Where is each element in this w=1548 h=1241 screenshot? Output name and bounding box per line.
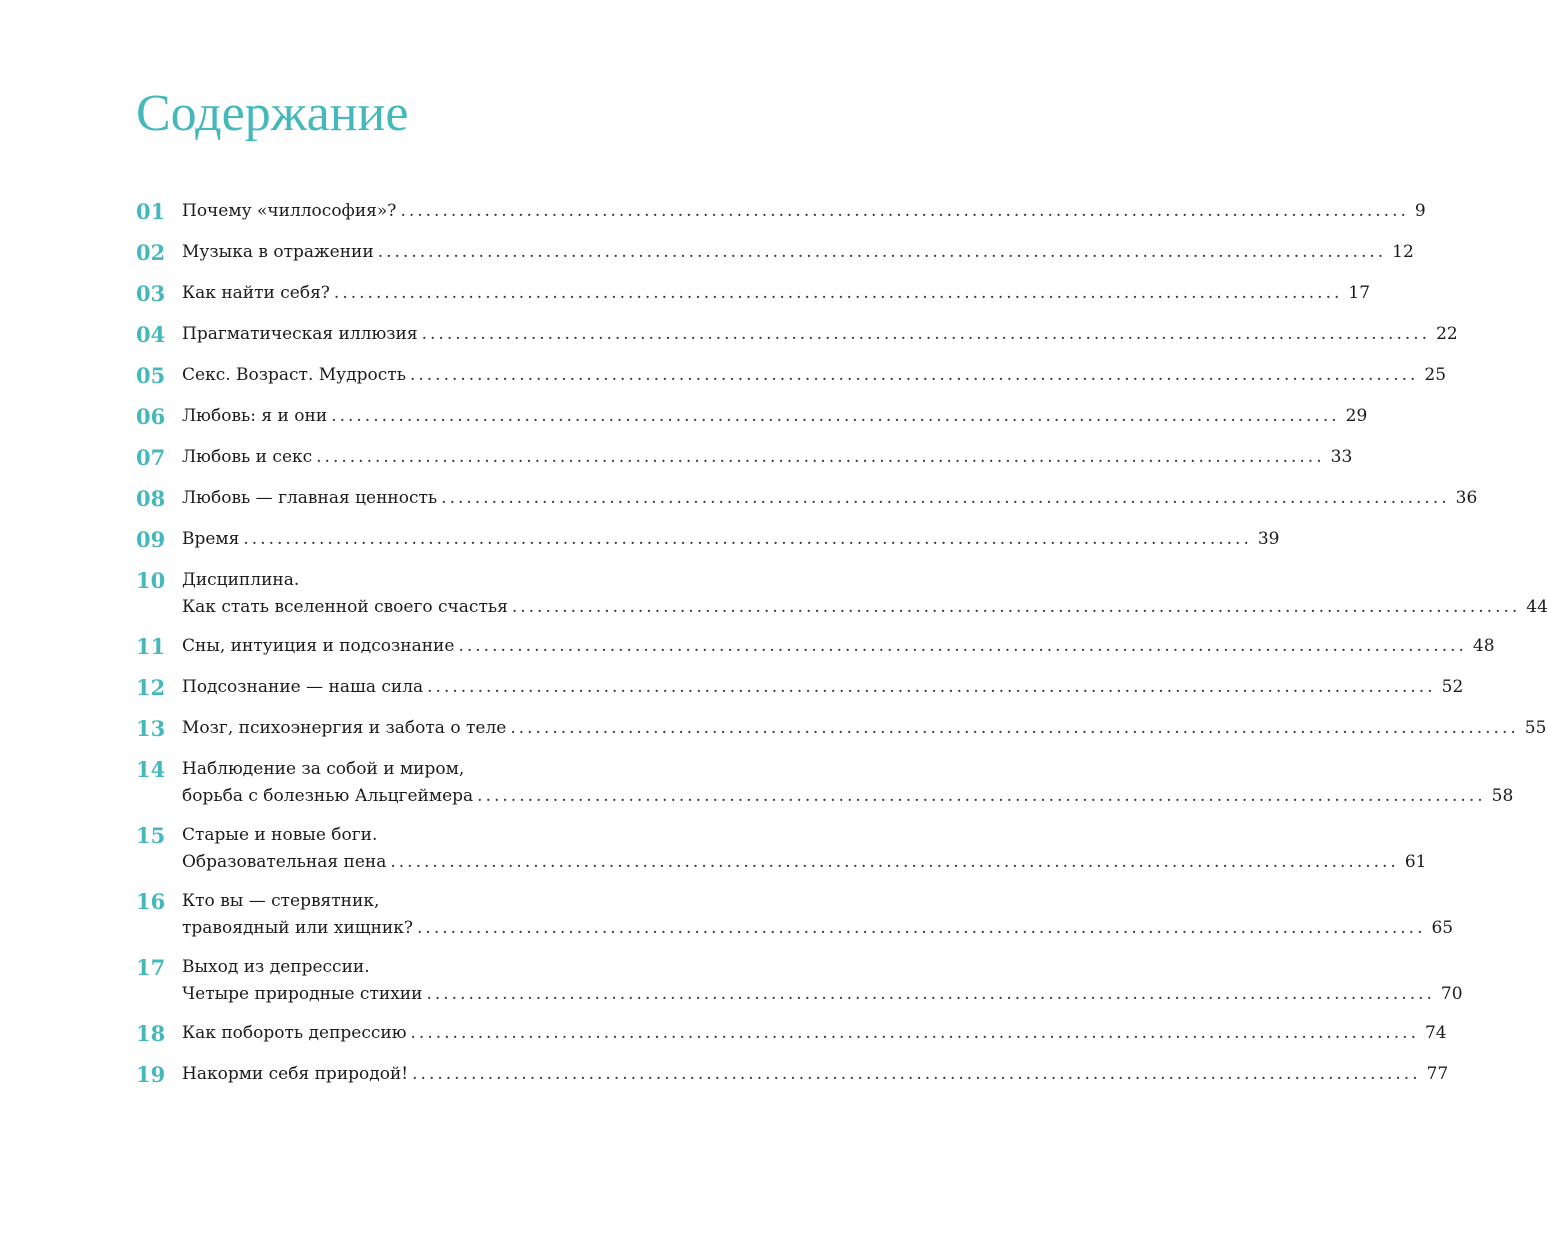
toc-entry-body <box>182 1020 1447 1047</box>
dot-leader: ........................................................................................................................ <box>477 786 1486 806</box>
toc-entry[interactable] <box>136 822 1427 876</box>
toc-entry-title: Музыка в отражении <box>182 242 374 262</box>
toc-entry-body <box>182 715 1547 742</box>
dot-leader: ........................................................................................................................ <box>333 283 1343 303</box>
toc-entry[interactable] <box>136 633 1495 660</box>
toc-entry-body <box>182 239 1414 266</box>
toc-entry-line <box>182 674 1464 701</box>
toc-entry-body <box>182 888 1454 942</box>
toc-entry-line <box>182 981 1463 1008</box>
dot-leader: ........................................................................................................................ <box>316 447 1325 467</box>
toc-entry-number: 05 <box>136 363 166 388</box>
toc-entry-title: Накорми себя природой! <box>182 1064 409 1084</box>
toc-entry-title: борьба с болезнью Альцгеймера <box>182 786 474 806</box>
toc-entry-number: 12 <box>136 675 166 700</box>
toc-entry-title: Подсознание — наша сила <box>182 677 424 697</box>
toc-entry-page-number: 17 <box>1348 283 1371 303</box>
toc-entry-page-number: 77 <box>1426 1064 1449 1084</box>
toc-entry-title: Любовь и секс <box>182 447 313 467</box>
toc-entry-line <box>182 198 1426 225</box>
toc-entry-line <box>182 1061 1449 1088</box>
dot-leader: ........................................................................................................................ <box>412 1064 1421 1084</box>
toc-entry-title: Как стать вселенной своего счастья <box>182 597 508 617</box>
toc-entry-page-number: 29 <box>1345 406 1368 426</box>
dot-leader: ........................................................................................................................ <box>511 597 1521 617</box>
dot-leader: ........................................................................................................................ <box>331 406 1340 426</box>
toc-entry-title-line: Старые и новые боги. <box>182 825 378 845</box>
toc-entry-title: Любовь — главная ценность <box>182 488 438 508</box>
toc-entry[interactable] <box>136 1061 1449 1088</box>
page-title: Содержание <box>136 85 409 142</box>
dot-leader: ........................................................................................................................ <box>400 201 1409 221</box>
toc-entry[interactable] <box>136 1020 1447 1047</box>
dot-leader: ........................................................................................................................ <box>243 529 1252 549</box>
toc-entry-line <box>182 485 1478 512</box>
toc-entry-title: Четыре природные стихии <box>182 984 423 1004</box>
toc-entry-body <box>182 362 1447 389</box>
toc-entry-page-number: 25 <box>1424 365 1447 385</box>
toc-entry-number: 01 <box>136 199 166 224</box>
toc-entry[interactable] <box>136 198 1426 225</box>
toc-entry-number: 15 <box>136 823 166 848</box>
toc-entry-body <box>182 198 1426 225</box>
toc-entry-title-line: Дисциплина. <box>182 570 300 590</box>
toc-entry-number: 10 <box>136 568 166 593</box>
toc-entry-body <box>182 954 1463 1008</box>
toc-entry-line <box>182 362 1447 389</box>
toc-entry-line <box>182 403 1368 430</box>
dot-leader: ........................................................................................................................ <box>409 365 1419 385</box>
dot-leader: ........................................................................................................................ <box>458 636 1467 656</box>
toc-entry-number: 08 <box>136 486 166 511</box>
toc-entry-number: 13 <box>136 716 166 741</box>
toc-entry-body <box>182 403 1368 430</box>
toc-entry[interactable] <box>136 715 1547 742</box>
toc-entry-title: Сны, интуиция и подсознание <box>182 636 455 656</box>
dot-leader: ........................................................................................................................ <box>427 677 1436 697</box>
toc-entry-title: Почему «чиллософия»? <box>182 201 397 221</box>
dot-leader: ........................................................................................................................ <box>410 1023 1419 1043</box>
toc-entry-number: 09 <box>136 527 166 552</box>
dot-leader: ........................................................................................................................ <box>417 918 1426 938</box>
toc-entry[interactable] <box>136 526 1280 553</box>
toc-entry-number: 02 <box>136 240 166 265</box>
toc-entry-number: 11 <box>136 634 166 659</box>
toc-entry[interactable] <box>136 888 1454 942</box>
toc-entry-line <box>182 239 1414 266</box>
toc-entry-line <box>182 849 1427 876</box>
dot-leader: ........................................................................................................................ <box>426 984 1435 1004</box>
dot-leader: ........................................................................................................................ <box>390 852 1399 872</box>
toc-entry-line <box>182 915 1454 942</box>
toc-entry[interactable] <box>136 362 1447 389</box>
toc-entry-page-number: 52 <box>1441 677 1464 697</box>
toc-entry-body <box>182 444 1353 471</box>
toc-entry[interactable] <box>136 567 1548 621</box>
toc-entry-title: Как побороть депрессию <box>182 1023 407 1043</box>
toc-entry-number: 17 <box>136 955 166 980</box>
toc-entry-line <box>182 321 1458 348</box>
toc-entry-number: 14 <box>136 757 166 782</box>
toc-entry-line <box>182 526 1280 553</box>
toc-entry-page-number: 36 <box>1455 488 1478 508</box>
toc-entry-page-number: 44 <box>1526 597 1548 617</box>
toc-entry-title: Время <box>182 529 240 549</box>
toc-entry-title: травоядный или хищник? <box>182 918 414 938</box>
toc-entry-line <box>182 280 1371 307</box>
toc-entry-title: Мозг, психоэнергия и забота о теле <box>182 718 507 738</box>
toc-entry-line <box>182 783 1514 810</box>
toc-entry[interactable] <box>136 403 1368 430</box>
toc-entry[interactable] <box>136 280 1371 307</box>
toc-entry-page-number: 12 <box>1392 242 1414 262</box>
toc-entry-line <box>182 594 1548 621</box>
toc-entry[interactable] <box>136 954 1463 1008</box>
toc-entry-number: 07 <box>136 445 166 470</box>
toc-entry-page-number: 61 <box>1404 852 1427 872</box>
toc-entry-body <box>182 526 1280 553</box>
toc-entry[interactable] <box>136 321 1458 348</box>
table-of-contents <box>136 198 1548 1102</box>
dot-leader: ........................................................................................................................ <box>441 488 1450 508</box>
toc-entry-body <box>182 674 1464 701</box>
toc-entry-title-line: Наблюдение за собой и миром, <box>182 759 465 779</box>
toc-entry-page-number: 22 <box>1436 324 1458 344</box>
toc-entry-line <box>182 1020 1447 1047</box>
toc-entry-number: 03 <box>136 281 166 306</box>
toc-entry-page-number: 33 <box>1330 447 1353 467</box>
toc-entry-body <box>182 321 1458 348</box>
toc-entry-line <box>182 715 1547 742</box>
toc-entry-page-number: 58 <box>1491 786 1514 806</box>
toc-entry-number: 19 <box>136 1062 166 1087</box>
toc-entry-title-line: Кто вы — стервятник, <box>182 891 380 911</box>
toc-entry-number: 16 <box>136 889 166 914</box>
toc-entry-number: 04 <box>136 322 166 347</box>
dot-leader: ........................................................................................................................ <box>510 718 1519 738</box>
toc-entry[interactable] <box>136 756 1514 810</box>
toc-entry-page-number: 48 <box>1472 636 1495 656</box>
toc-entry-body <box>182 633 1495 660</box>
toc-entry-page-number: 70 <box>1440 984 1463 1004</box>
toc-entry-line <box>182 444 1353 471</box>
dot-leader: ........................................................................................................................ <box>377 242 1387 262</box>
toc-entry-title: Прагматическая иллюзия <box>182 324 418 344</box>
toc-entry-body <box>182 822 1427 876</box>
toc-entry-page-number: 74 <box>1424 1023 1447 1043</box>
toc-entry-title: Любовь: я и они <box>182 406 328 426</box>
toc-entry-title: Образовательная пена <box>182 852 387 872</box>
dot-leader: ........................................................................................................................ <box>421 324 1431 344</box>
toc-entry-body <box>182 1061 1449 1088</box>
toc-entry-body <box>182 756 1514 810</box>
toc-entry[interactable] <box>136 444 1353 471</box>
toc-entry-title: Секс. Возраст. Мудрость <box>182 365 406 385</box>
toc-entry-body <box>182 280 1371 307</box>
toc-entry-body <box>182 485 1478 512</box>
toc-entry-page-number: 65 <box>1431 918 1454 938</box>
toc-entry-page-number: 39 <box>1257 529 1280 549</box>
toc-entry[interactable] <box>136 674 1464 701</box>
toc-entry-page-number: 55 <box>1524 718 1547 738</box>
toc-entry[interactable] <box>136 485 1478 512</box>
toc-entry-page-number: 9 <box>1414 201 1426 221</box>
toc-entry-line <box>182 633 1495 660</box>
toc-entry[interactable] <box>136 239 1414 266</box>
toc-entry-number: 18 <box>136 1021 166 1046</box>
toc-entry-body <box>182 567 1548 621</box>
toc-entry-number: 06 <box>136 404 166 429</box>
toc-entry-title: Как найти себя? <box>182 283 330 303</box>
toc-entry-title-line: Выход из депрессии. <box>182 957 370 977</box>
